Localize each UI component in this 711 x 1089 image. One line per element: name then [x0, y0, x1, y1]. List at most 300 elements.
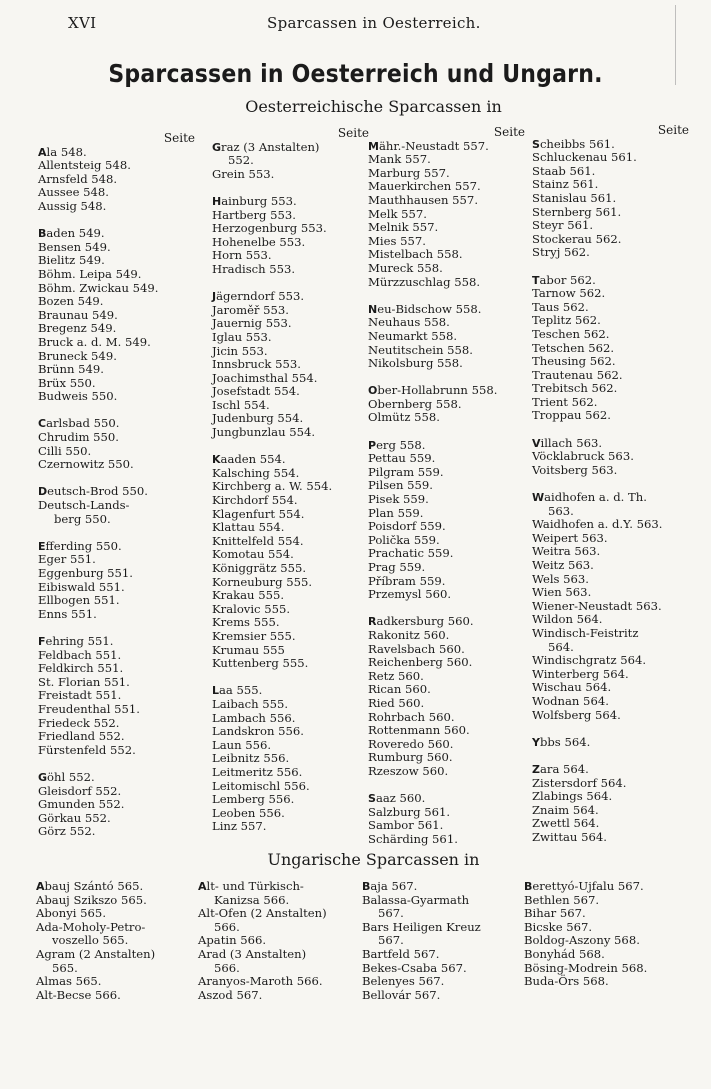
index-entry: Braunau 549.	[38, 307, 118, 322]
entry-rest: bbs 564.	[539, 734, 591, 749]
index-entry: Schärding 561.	[368, 831, 458, 846]
column-header-seite: Seite	[163, 131, 195, 145]
index-entry: Krumau 555	[212, 642, 285, 657]
index-entry: Kirchberg a. W. 554.	[212, 479, 333, 494]
letter-group-gap	[532, 260, 707, 274]
index-entry: Rohrbach 560.	[368, 709, 455, 724]
entry-rest: la 548.	[46, 144, 87, 159]
index-entry: Wels 563.	[532, 571, 589, 586]
index-entry	[212, 684, 387, 698]
index-entry: Trautenau 562.	[532, 367, 623, 382]
index-entry: Bekes-Csaba 567.	[362, 960, 467, 975]
index-entry	[532, 491, 707, 505]
index-entry: Knittelfeld 554.	[212, 533, 304, 548]
index-entry	[368, 384, 543, 398]
index-entry	[532, 138, 707, 152]
index-entry: Lemberg 556.	[212, 792, 295, 807]
index-entry: Herzogenburg 553.	[212, 221, 327, 236]
letter-group-gap	[368, 602, 543, 616]
entry-rest: erettyó-Ujfalu 567.	[532, 879, 644, 893]
index-entry: Bruck a. d. M. 549.	[38, 334, 151, 349]
entry-rest: aa 555.	[219, 683, 263, 698]
index-entry: Waidhofen a. d.Y. 563.	[532, 517, 663, 532]
index-entry: Zwettl 564.	[532, 816, 600, 831]
index-entry: Komotau 554.	[212, 547, 294, 562]
index-entry: Polička 559.	[368, 532, 440, 547]
index-entry: Kirchdorf 554.	[212, 493, 298, 508]
initial-letter: R	[368, 615, 377, 629]
index-entry	[198, 880, 373, 894]
entry-rest: eu-Bidschow 558.	[377, 301, 482, 316]
index-entry: Belenyes 567.	[362, 974, 445, 989]
index-entry: Mureck 558.	[368, 260, 443, 275]
index-entry	[368, 436, 543, 453]
hungary-column-3	[362, 880, 537, 1002]
initial-letter: Z	[532, 762, 540, 776]
index-entry: Taus 562.	[532, 299, 589, 314]
index-entry: Kuttenberg 555.	[212, 656, 309, 671]
index-entry: Aussig 548.	[38, 198, 107, 213]
letter-group-gap	[368, 371, 543, 385]
index-entry: Mies 557.	[368, 233, 426, 248]
index-entry: Trebitsch 562.	[532, 381, 618, 396]
letter-group-gap	[38, 621, 213, 635]
initial-letter: J	[212, 290, 217, 304]
letter-group-gap	[368, 425, 543, 439]
initial-letter: A	[38, 145, 47, 159]
index-entry: Balassa-Gyarmath	[362, 892, 470, 907]
entry-rest: raz (3 Anstalten)	[221, 139, 320, 154]
index-entry: Almas 565.	[36, 974, 102, 989]
entry-rest: ehring 551.	[45, 633, 114, 648]
index-entry: Cilli 550.	[38, 443, 92, 458]
index-entry: Jicin 553.	[212, 343, 268, 358]
index-entry: Voitsberg 563.	[532, 462, 618, 477]
index-entry	[212, 290, 387, 304]
index-entry: Rakonitz 560.	[368, 627, 450, 642]
initial-letter: A	[36, 880, 45, 893]
index-entry: Eggenburg 551.	[38, 566, 133, 580]
index-entry: Pettau 559.	[368, 451, 436, 466]
initial-letter: S	[368, 792, 376, 806]
column-header-seite: Seite	[657, 123, 689, 137]
index-entry	[38, 227, 213, 241]
index-entry: Wildon 564.	[532, 612, 603, 627]
index-entry: Schluckenau 561.	[532, 150, 637, 165]
index-entry: Wischau 564.	[532, 680, 612, 695]
index-entry	[38, 635, 213, 649]
index-entry: Horn 553.	[212, 248, 272, 263]
index-entry: Sambor 561.	[368, 818, 444, 833]
letter-group-gap	[38, 472, 213, 486]
index-entry: Buda-Örs 568.	[524, 974, 609, 989]
austria-column-4	[532, 124, 707, 844]
initial-letter: T	[532, 273, 540, 287]
index-entry: Czernowitz 550.	[38, 457, 134, 472]
index-entry: Bartfeld 567.	[362, 946, 440, 961]
index-entry: Bielitz 549.	[38, 253, 105, 268]
index-entry: Melk 557.	[368, 206, 427, 221]
letter-group-gap	[532, 477, 707, 491]
index-entry: Tetschen 562.	[532, 340, 615, 355]
index-entry: Rican 560.	[368, 682, 431, 697]
index-entry: Linz 557.	[212, 819, 267, 834]
hungary-column-2	[198, 880, 373, 1002]
index-entry: Kalsching 554.	[212, 465, 300, 480]
index-entry: berg 550.	[54, 511, 111, 526]
page-title: Sparcassen in Oesterreich und Ungarn.	[108, 60, 603, 89]
index-entry: Ischl 554.	[212, 397, 270, 412]
index-entry: Klagenfurt 554.	[212, 506, 305, 521]
index-entry: Stanislau 561.	[532, 190, 617, 205]
initial-letter: B	[362, 880, 371, 893]
index-entry: Bicske 567.	[524, 919, 593, 934]
index-entry: Weitz 563.	[532, 558, 594, 572]
index-entry: 567.	[378, 906, 404, 921]
index-entry: Judenburg 554.	[212, 411, 304, 426]
initial-letter: G	[212, 140, 222, 154]
initial-letter: Y	[532, 735, 540, 749]
index-entry: Bruneck 549.	[38, 348, 117, 363]
index-entry	[38, 485, 213, 499]
index-entry: Pilgram 559.	[368, 464, 444, 479]
index-entry: Landskron 556.	[212, 724, 304, 739]
index-entry: Stryj 562.	[532, 245, 590, 260]
index-entry: Hohenelbe 553.	[212, 234, 306, 249]
section-heading-austria: Oesterreichische Sparcassen in	[245, 97, 502, 116]
index-entry: Pilsen 559.	[368, 478, 433, 493]
index-entry: Bensen 549.	[38, 239, 111, 254]
entry-rest: aidhofen a. d. Th.	[544, 490, 647, 505]
index-entry: Fürstenfeld 552.	[38, 742, 136, 757]
index-entry	[362, 880, 537, 894]
index-entry: Vöcklabruck 563.	[532, 449, 634, 464]
index-entry: Feldkirch 551.	[38, 661, 124, 676]
index-entry: Krakau 555.	[212, 588, 285, 603]
index-entry: Olmütz 558.	[368, 410, 440, 425]
index-entry: 563.	[548, 503, 574, 518]
index-entry: Eibiswald 551.	[38, 579, 125, 594]
initial-letter: S	[532, 137, 540, 151]
index-entry: Windischgratz 564.	[532, 653, 647, 668]
index-entry: Leitomischl 556.	[212, 778, 310, 793]
index-entry	[532, 736, 707, 750]
initial-letter: G	[38, 770, 48, 784]
index-entry	[212, 195, 387, 209]
index-entry: Allentsteig 548.	[38, 158, 131, 173]
index-entry: Brünn 549.	[38, 362, 104, 377]
letter-group-gap	[212, 440, 387, 454]
initial-letter: P	[368, 438, 377, 452]
index-entry: Teplitz 562.	[532, 313, 601, 328]
initial-letter: H	[212, 194, 222, 208]
index-entry: Steyr 561.	[532, 218, 594, 233]
index-entry: Görz 552.	[38, 824, 96, 839]
index-entry: Chrudim 550.	[38, 430, 119, 445]
page-number: XVI	[68, 14, 97, 32]
index-entry: Winterberg 564.	[532, 666, 629, 681]
index-entry: Grein 553.	[212, 166, 275, 181]
index-entry: 566.	[214, 960, 240, 975]
index-entry: Prachatic 559.	[368, 546, 454, 561]
index-entry: Freistadt 551.	[38, 688, 122, 703]
initial-letter: N	[368, 302, 378, 316]
initial-letter: O	[368, 384, 378, 398]
running-title: Sparcassen in Oesterreich.	[267, 14, 481, 32]
entry-rest: fferding 550.	[45, 538, 122, 553]
index-entry: Salzburg 561.	[368, 804, 451, 819]
index-entry: Budweis 550.	[38, 389, 118, 404]
section-heading-hungary: Ungarische Sparcassen in	[267, 850, 480, 869]
index-entry: Friedeck 552.	[38, 715, 120, 730]
index-entry: Stainz 561.	[532, 177, 599, 192]
index-entry: Mürzzuschlag 558.	[368, 274, 481, 289]
index-entry: Ada-Moholy-Petro-	[36, 919, 146, 934]
initial-letter: D	[38, 485, 48, 499]
letter-group-gap	[368, 779, 543, 793]
index-entry: Marburg 557.	[368, 165, 450, 180]
letter-group-gap	[212, 181, 387, 195]
hungary-column-4	[524, 880, 699, 989]
index-entry: Hradisch 553.	[212, 261, 296, 276]
index-entry: Leitmeritz 556.	[212, 764, 303, 779]
index-entry: Bihar 567.	[524, 906, 586, 921]
index-entry: Troppau 562.	[532, 408, 611, 423]
letter-group-gap	[212, 671, 387, 685]
index-entry: 552.	[228, 153, 254, 168]
index-entry: Abonyi 565.	[36, 906, 106, 921]
column-header-seite: Seite	[337, 126, 369, 140]
entry-rest: lt- und Türkisch-	[206, 879, 304, 893]
index-entry: Znaim 564.	[532, 802, 599, 817]
index-entry: Mauerkirchen 557.	[368, 179, 481, 194]
letter-group-gap	[532, 749, 707, 763]
index-entry: Ravelsbach 560.	[368, 641, 465, 656]
index-entry: Arad (3 Anstalten)	[198, 946, 307, 961]
index-entry: Aussee 548.	[38, 185, 109, 200]
index-entry: Reichenberg 560.	[368, 655, 473, 670]
index-entry: Windisch-Feistritz	[532, 625, 639, 640]
index-entry: Sternberg 561.	[532, 204, 622, 219]
index-entry: Josefstadt 554.	[212, 384, 300, 399]
index-entry: Bars Heiligen Kreuz	[362, 919, 481, 934]
index-entry: Deutsch-Lands-	[38, 498, 130, 513]
entry-rest: aden 549.	[46, 226, 105, 241]
entry-rest: eutsch-Brod 550.	[47, 484, 148, 499]
index-entry	[38, 417, 213, 431]
index-entry: Königgrätz 555.	[212, 561, 307, 575]
hungary-column-1	[36, 880, 211, 1002]
index-entry: Roveredo 560.	[368, 736, 454, 751]
index-entry: Wodnan 564.	[532, 693, 609, 708]
index-entry: Obernberg 558.	[368, 396, 462, 411]
entry-rest: ähr.-Neustadt 557.	[378, 138, 489, 153]
initial-letter: F	[38, 634, 46, 648]
index-entry: Jungbunzlau 554.	[212, 425, 316, 440]
index-entry: Böhm. Leipa 549.	[38, 266, 142, 281]
entry-rest: arlsbad 550.	[46, 416, 120, 431]
index-entry: Nikolsburg 558.	[368, 356, 463, 371]
index-entry: Prag 559.	[368, 560, 426, 574]
index-entry: Krems 555.	[212, 615, 280, 630]
index-entry: Zwittau 564.	[532, 829, 607, 844]
index-entry: Jaroměř 553.	[212, 302, 289, 317]
index-entry: Hartberg 553.	[212, 207, 296, 222]
index-entry: Bozen 549.	[38, 294, 104, 309]
index-entry: Böhm. Zwickau 549.	[38, 280, 159, 295]
index-entry: Bellovár 567.	[362, 987, 441, 1002]
index-entry: Plan 559.	[368, 505, 424, 520]
entry-rest: ainburg 553.	[221, 193, 297, 208]
index-entry: Laibach 555.	[212, 696, 289, 711]
index-entry: Poisdorf 559.	[368, 519, 446, 534]
index-entry: Wien 563.	[532, 585, 592, 600]
letter-group-gap	[38, 757, 213, 771]
index-entry: Ried 560.	[368, 695, 425, 710]
initial-letter: A	[198, 880, 207, 893]
austria-column-1	[38, 132, 213, 839]
index-entry: Arnsfeld 548.	[38, 171, 118, 186]
index-entry	[368, 303, 543, 317]
index-entry: Bonyhád 568.	[524, 946, 605, 961]
index-entry: Pisek 559.	[368, 492, 429, 507]
index-entry: Freudenthal 551.	[38, 701, 140, 716]
index-entry	[212, 141, 387, 155]
entry-rest: ägerndorf 553.	[216, 289, 305, 304]
index-entry: Neumarkt 558.	[368, 328, 458, 343]
index-entry	[368, 615, 543, 629]
index-entry: Eger 551.	[38, 552, 96, 567]
index-entry: Alt-Ofen (2 Anstalten)	[198, 906, 327, 921]
letter-group-gap	[212, 277, 387, 291]
austria-column-3	[368, 126, 543, 846]
index-entry: Rottenmann 560.	[368, 723, 470, 738]
index-entry: Leoben 556.	[212, 805, 285, 820]
index-entry: Zlabings 564.	[532, 789, 613, 804]
index-entry: 565.	[52, 960, 78, 975]
index-entry: Jauernig 553.	[212, 316, 292, 331]
column-header-seite: Seite	[493, 125, 525, 139]
index-entry: Příbram 559.	[368, 573, 446, 588]
entry-rest: erg 558.	[376, 437, 426, 452]
index-entry: Neuhaus 558.	[368, 315, 450, 330]
index-entry	[38, 540, 213, 554]
entry-rest: ber-Hollabrunn 558.	[377, 383, 498, 398]
index-entry: Rzeszow 560.	[368, 763, 449, 778]
initial-letter: K	[212, 453, 221, 467]
index-entry: Trient 562.	[532, 394, 598, 409]
index-entry: Wiener-Neustadt 563.	[532, 598, 662, 613]
index-entry: 564.	[548, 639, 574, 654]
index-entry: Gmunden 552.	[38, 797, 125, 812]
index-entry: Ellbogen 551.	[38, 593, 120, 608]
entry-rest: ara 564.	[539, 761, 589, 776]
index-entry: Aszod 567.	[198, 987, 263, 1002]
index-entry: Agram (2 Anstalten)	[36, 946, 156, 961]
initial-letter: C	[38, 417, 47, 431]
entry-rest: aja 567.	[370, 879, 418, 893]
letter-group-gap	[368, 289, 543, 303]
initial-letter: E	[38, 539, 46, 553]
letter-group-gap	[38, 526, 213, 540]
entry-rest: abor 562.	[539, 272, 596, 287]
index-entry: Innsbruck 553.	[212, 357, 301, 372]
index-entry: Retz 560.	[368, 668, 424, 683]
index-entry: Theusing 562.	[532, 354, 616, 369]
entry-rest: aaden 554.	[220, 452, 286, 467]
index-entry: 567.	[378, 933, 404, 948]
index-entry	[532, 274, 707, 288]
entry-rest: cheibbs 561.	[539, 136, 615, 151]
index-entry	[368, 792, 543, 806]
index-entry: Przemysl 560.	[368, 587, 452, 602]
initial-letter: B	[38, 227, 47, 241]
index-entry: Apatin 566.	[198, 933, 267, 948]
index-entry	[212, 453, 387, 467]
index-entry: Korneuburg 555.	[212, 574, 313, 589]
entry-rest: adkersburg 560.	[376, 614, 474, 629]
index-entry: Kralovic 555.	[212, 601, 291, 616]
index-entry	[368, 137, 543, 154]
index-entry: Wolfsberg 564.	[532, 707, 621, 722]
index-entry	[38, 771, 213, 785]
entry-rest: aaz 560.	[375, 791, 426, 806]
index-entry: Mauthhausen 557.	[368, 192, 478, 207]
index-entry: Bregenz 549.	[38, 321, 117, 336]
index-entry: Lambach 556.	[212, 710, 296, 725]
index-entry: Bethlen 567.	[524, 892, 600, 907]
austria-column-2	[212, 127, 387, 834]
initial-letter: W	[532, 491, 545, 505]
index-entry	[532, 763, 707, 777]
index-entry: Iglau 553.	[212, 329, 272, 344]
index-entry: Abauj Szikszo 565.	[36, 892, 147, 907]
index-entry: Klattau 554.	[212, 520, 285, 535]
index-entry: Laun 556.	[212, 737, 272, 752]
index-entry: Mistelbach 558.	[368, 247, 463, 262]
initial-letter: B	[524, 880, 533, 893]
index-entry: Mank 557.	[368, 152, 431, 167]
index-entry: Enns 551.	[38, 606, 97, 621]
entry-rest: bauj Szántó 565.	[44, 879, 144, 893]
index-entry: voszello 565.	[52, 933, 129, 948]
index-entry: Staab 561.	[532, 163, 596, 178]
initial-letter: L	[212, 684, 220, 698]
index-entry: Joachimsthal 554.	[212, 370, 318, 385]
index-entry: Alt-Becse 566.	[36, 987, 121, 1002]
index-entry: Brüx 550.	[38, 375, 96, 390]
index-entry: Kremsier 555.	[212, 628, 296, 643]
initial-letter: M	[368, 139, 379, 153]
index-entry: Görkau 552.	[38, 810, 111, 825]
index-entry	[524, 880, 699, 894]
index-entry: Aranyos-Maroth 566.	[198, 974, 323, 989]
index-entry	[38, 146, 213, 160]
letter-group-gap	[38, 404, 213, 418]
entry-rest: öhl 552.	[47, 769, 95, 784]
index-entry: Gleisdorf 552.	[38, 783, 122, 798]
initial-letter: V	[532, 436, 541, 450]
entry-rest: illach 563.	[540, 435, 603, 450]
index-entry	[36, 880, 211, 894]
index-entry: Tarnow 562.	[532, 286, 606, 301]
index-entry: Bösing-Modrein 568.	[524, 960, 648, 975]
index-entry: 566.	[214, 919, 240, 934]
index-entry: Stockerau 562.	[532, 231, 622, 246]
index-entry: Weipert 563.	[532, 530, 608, 545]
index-entry: Weitra 563.	[532, 544, 601, 559]
index-entry: Zistersdorf 564.	[532, 775, 627, 790]
